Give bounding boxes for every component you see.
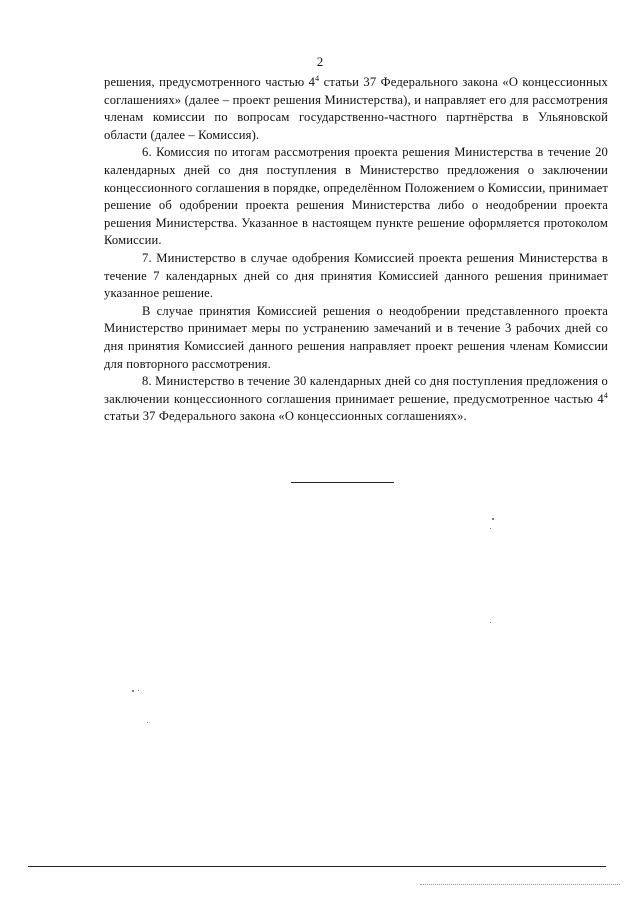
paragraph-item-7-continuation: В случае принятия Комиссией решения о неодобрении представленного проекта Министерство принимает меры по устранению замечаний и в течение 3 рабочих дней со дня принятия Комиссией данного решения направляет проект решения членам Комиссии для повторного рассмотрения. [104, 303, 608, 371]
scan-speck [490, 622, 491, 623]
bottom-rule [28, 866, 606, 867]
document-body [104, 74, 608, 426]
paragraph-item-7: 7. Министерство в случае одобрения Комиссией проекта решения Министерства в течение 7 календарных дней со дня принятия Комиссией данного решения принимает указанное решение. [104, 250, 608, 301]
scan-speck [138, 690, 139, 691]
page-number: 2 [316, 54, 324, 69]
scan-speck [132, 690, 134, 692]
scan-speck [147, 722, 148, 723]
scan-speck [492, 518, 494, 520]
paragraph-item-8: 8. Министерство в течение 30 календарных дней со дня поступления предложения о заключении концессионного соглашения принимает решение, предусмотренное частью $4^4$ статьи 37 Федерального закона «О концессионных соглашениях». [104, 374, 608, 424]
footer-scan-noise [420, 884, 620, 885]
superscript: 4 [603, 390, 608, 400]
end-of-text-rule [291, 482, 394, 483]
paragraph-item-6: 6. Комиссия по итогам рассмотрения проекта решения Министерства в течение 20 календарных дней со дня поступления в Министерство предложения о заключении концессионного соглашения в порядке, определённом Положением о Комиссии, принимает решение об одобрении проекта решения Министерства либо о неодобрении проекта решения Министерства. Указанное в настоящем пункте решение оформляется протоколом Комиссии. [104, 145, 608, 248]
scan-speck [490, 528, 491, 529]
superscript: 4 [315, 73, 320, 83]
paragraph-continuation: решения, предусмотренного частью $4^4$ статьи 37 Федерального закона «О концессионных соглашениях» (далее – проект решения Министерства), и направляет его для рассмотрения членам комиссии по вопросам государственно-частного партнёрства в Ульяновской области (далее – Комиссия). [104, 73, 608, 142]
